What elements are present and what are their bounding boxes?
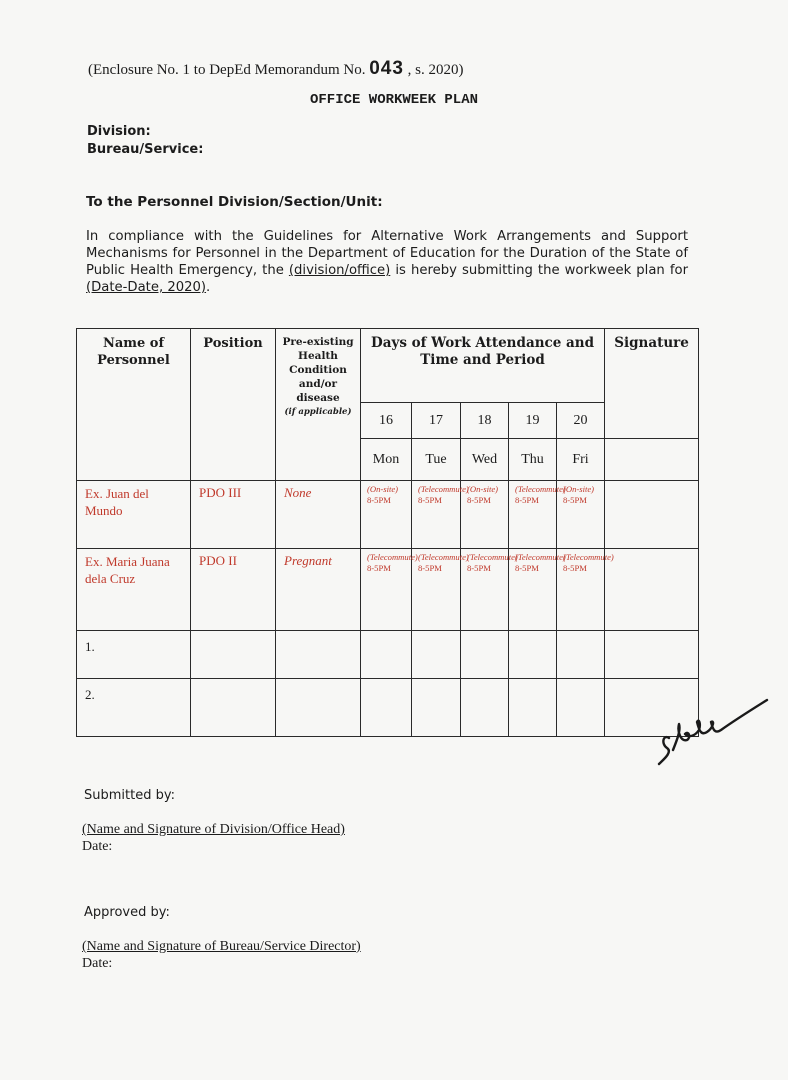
schedule-cell: (Telecommute) 8-5PM bbox=[557, 549, 605, 631]
schedule-cell: (On-site) 8-5PM bbox=[557, 481, 605, 549]
day-name: Mon bbox=[361, 439, 412, 481]
date-range-placeholder: (Date-Date, 2020) bbox=[86, 280, 207, 295]
enclosure-prefix: (Enclosure No. 1 to DepEd Memorandum No. bbox=[88, 62, 366, 78]
enclosure-line bbox=[88, 58, 464, 80]
schedule-cell: (On-site) 8-5PM bbox=[361, 481, 412, 549]
page-title: OFFICE WORKWEEK PLAN bbox=[309, 92, 479, 108]
approved-date-label: Date: bbox=[82, 956, 113, 971]
personnel-position: PDO III bbox=[191, 481, 276, 549]
personnel-condition: None bbox=[276, 481, 361, 549]
workweek-plan-table bbox=[76, 328, 699, 737]
personnel-condition: Pregnant bbox=[276, 549, 361, 631]
personnel-name: Ex. Maria Juana dela Cruz bbox=[77, 549, 191, 631]
row-number: 1. bbox=[77, 631, 191, 679]
header-health-condition: Pre-existing Health Condition and/or disease (if applicable) bbox=[276, 329, 361, 481]
day-name: Wed bbox=[461, 439, 509, 481]
header-position: Position bbox=[191, 329, 276, 481]
addressee-heading: To the Personnel Division/Section/Unit: bbox=[86, 194, 383, 210]
header-days: Days of Work Attendance and Time and Period bbox=[361, 329, 605, 403]
header-signature: Signature bbox=[605, 329, 699, 439]
day-number: 19 bbox=[509, 403, 557, 439]
header-health-condition-note: (if applicable) bbox=[284, 407, 352, 417]
signature-subheader-empty bbox=[605, 439, 699, 481]
day-number: 18 bbox=[461, 403, 509, 439]
table-row bbox=[77, 631, 699, 679]
day-number: 16 bbox=[361, 403, 412, 439]
day-name: Fri bbox=[557, 439, 605, 481]
enclosure-suffix: , s. 2020) bbox=[407, 62, 464, 78]
schedule-cell: (Telecommute) 8-5PM bbox=[361, 549, 412, 631]
compliance-paragraph: In compliance with the Guidelines for Alternative Work Arrangements and Support Mechanisms for Personnel in the Department of Education for the Duration of the State of Public Health Emergency, the (division/office) is hereby submitting the workweek plan for (Date-Date, 2020). bbox=[86, 229, 688, 295]
signature-cell bbox=[605, 481, 699, 549]
table-row bbox=[77, 481, 699, 549]
personnel-name: Ex. Juan del Mundo bbox=[77, 481, 191, 549]
row-number: 2. bbox=[77, 679, 191, 737]
division-label: Division: bbox=[87, 124, 151, 139]
day-number: 20 bbox=[557, 403, 605, 439]
division-office-placeholder: (division/office) bbox=[288, 263, 391, 278]
header-name: Name of Personnel bbox=[77, 329, 191, 481]
day-name: Thu bbox=[509, 439, 557, 481]
table-row bbox=[77, 549, 699, 631]
signature-cell bbox=[605, 549, 699, 631]
schedule-cell: (Telecommute) 8-5PM bbox=[509, 481, 557, 549]
day-name: Tue bbox=[412, 439, 461, 481]
personnel-position: PDO II bbox=[191, 549, 276, 631]
submitted-name-line: (Name and Signature of Division/Office Head) bbox=[82, 822, 345, 837]
schedule-cell: (Telecommute) 8-5PM bbox=[461, 549, 509, 631]
submitted-date-label: Date: bbox=[82, 839, 113, 854]
schedule-cell: (Telecommute) 8-5PM bbox=[412, 549, 461, 631]
approved-name-line: (Name and Signature of Bureau/Service Director) bbox=[82, 939, 361, 954]
schedule-cell: (On-site) 8-5PM bbox=[461, 481, 509, 549]
schedule-cell: (Telecommute) 8-5PM bbox=[509, 549, 557, 631]
memo-number: 043 bbox=[369, 58, 404, 79]
day-number: 17 bbox=[412, 403, 461, 439]
approved-by-label: Approved by: bbox=[84, 905, 170, 920]
bureau-label: Bureau/Service: bbox=[87, 142, 204, 157]
schedule-cell: (Telecommute) 8-5PM bbox=[412, 481, 461, 549]
initials-signature bbox=[655, 690, 775, 770]
submitted-by-label: Submitted by: bbox=[84, 788, 175, 803]
table-row bbox=[77, 679, 699, 737]
